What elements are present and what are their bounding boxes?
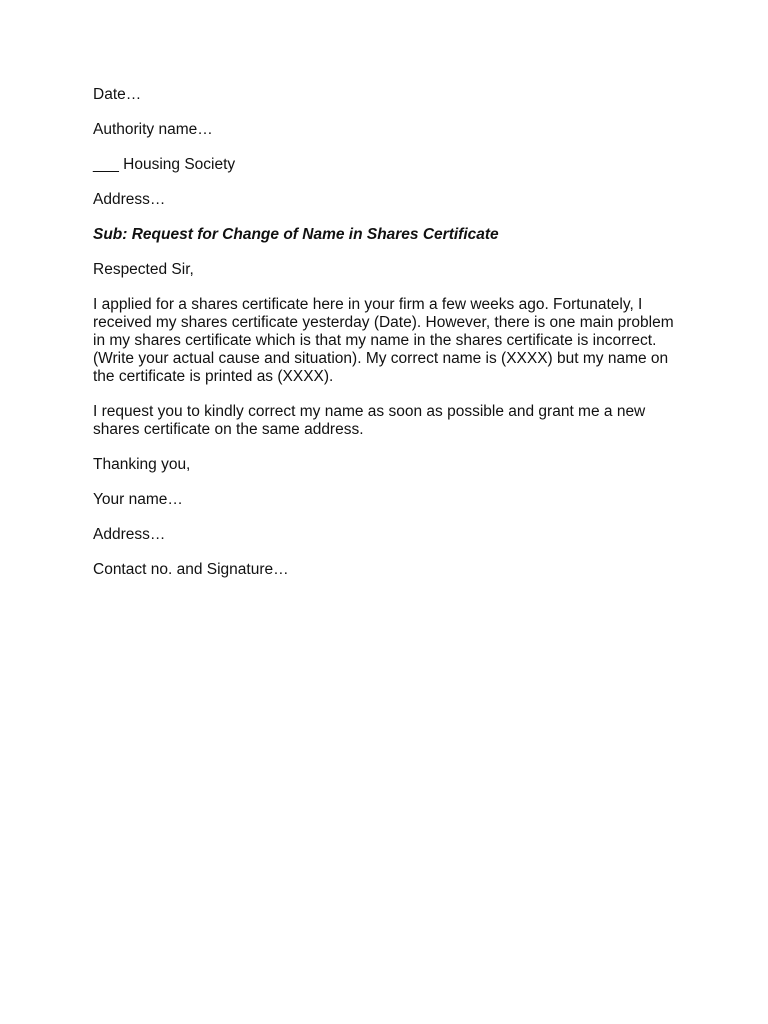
- subject-line: Sub: Request for Change of Name in Shares Certificate: [93, 226, 499, 243]
- housing-society-line: ___ Housing Society: [93, 156, 236, 173]
- sender-contact-line: Contact no. and Signature…: [93, 561, 289, 578]
- sender-name-line: Your name…: [93, 491, 183, 508]
- sender-address-line: Address…: [93, 526, 166, 543]
- body-paragraph-2: I request you to kindly correct my name as soon as possible and grant me a new shares certificate on the same address.: [93, 403, 646, 438]
- closing-line: Thanking you,: [93, 456, 191, 473]
- salutation: Respected Sir,: [93, 261, 194, 278]
- authority-name-line: Authority name…: [93, 121, 213, 138]
- date-line: Date…: [93, 86, 142, 103]
- letter-body: [93, 86, 683, 596]
- body-paragraph-1: I applied for a shares certificate here in your firm a few weeks ago. Fortunately, I received my shares certificate yesterday (Date). However, there is one main problem in my shares certificate which is that my name in the shares certificate is incorrect. (Write your actual cause and situation). My correct name is (XXXX) but my name on the certificate is printed as (XXXX).: [93, 296, 674, 385]
- recipient-address-line: Address…: [93, 191, 166, 208]
